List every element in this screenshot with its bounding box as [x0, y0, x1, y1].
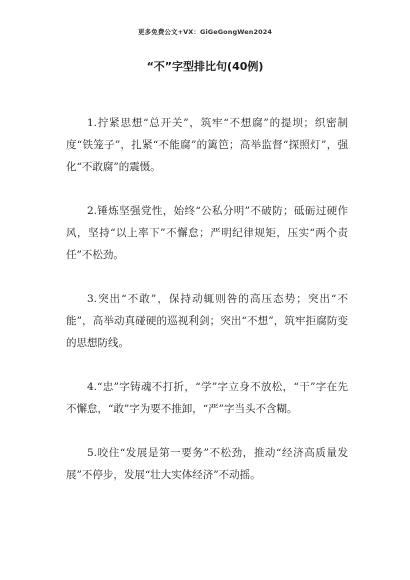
header-note: 更多免费公文+VX：GiGeGongWen2024 — [138, 28, 272, 36]
document-title: “不”字型排比句(40例) — [146, 60, 264, 73]
paragraph-5: 5.咬住“发展是第一要务”不松劲，推动“经济高质量发展”不停步，发展“壮大实体经济”不动摇。 — [66, 447, 348, 481]
paragraph-1: 1.拧紧思想“总开关”，筑牢“不想腐”的提坝；织密制度“铁笼子”，扎紧“不能腐”的篱笆；高举监督“探照灯”，强化“不敢腐”的震慑。 — [66, 117, 348, 173]
paragraph-3: 3.突出“不敢”，保持动辄则咎的高压态势；突出“不能”，高举动真碰硬的巡视利剑；突出“不想”，筑牢拒腐防变的思想防线。 — [66, 293, 348, 349]
paragraph-list — [66, 112, 348, 508]
paragraph-4: 4.“忠”字铸魂不打折，“学”字立身不放松，“干”字在先不懈怠，“敢”字为要不推卸，“严”字当头不含糊。 — [66, 381, 348, 415]
paragraph-2: 2.锤炼坚强党性，始终“公私分明”不破防；砥砺过硬作风，坚持“以上率下”不懈怠；严明纪律规矩，压实“两个责任”不松劲。 — [66, 205, 348, 261]
